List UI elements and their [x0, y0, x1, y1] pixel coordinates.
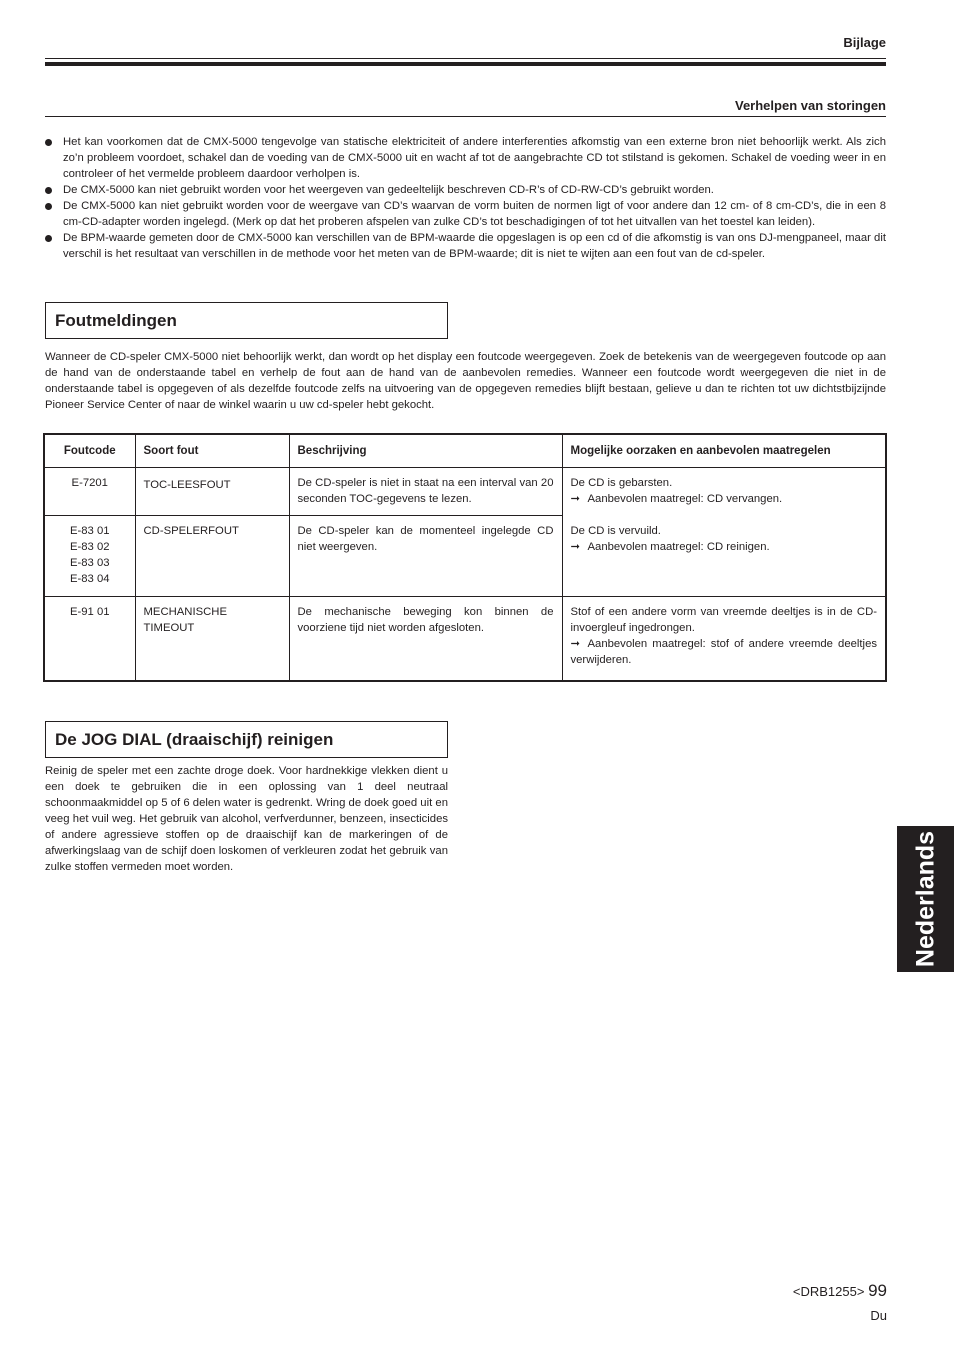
table-header-row [44, 434, 886, 467]
bullet-icon [45, 235, 52, 242]
cell-beschrijving: De CD-speler is niet in staat na een interval van 20 seconden TOC-gegevens te lezen. [289, 467, 562, 515]
section-label: Verhelpen van storingen [735, 98, 886, 113]
jog-dial-text: Reinig de speler met een zachte droge doek. Voor hardnekkige vlekken dient u een doek te gebruiken die in een oplossing van 1 deel neutraal schoonmaakmiddel op 5 of 6 delen water is gedrenkt. Wring de doek goed uit en veeg het vuil weg. Het gebruik van alcohol, verfverdunner, benzeen, insecticides of andere agressieve stoffen op de draaischijf kan de markeringen of de afwerkingslaag van de schijf doen loskomen of verkleuren zodat het gebruik van zulke stoffen vermeden moet worden. [45, 765, 448, 873]
language-code: Du [870, 1308, 887, 1323]
cell-foutcode: E-7201 [44, 467, 135, 515]
table-row [44, 467, 886, 515]
cell-foutcode: E-91 01 [44, 596, 135, 681]
language-tab-label: Nederlands [911, 830, 939, 968]
cell-soort-fout: CD-SPELERFOUT [135, 515, 289, 596]
error-code-table [43, 433, 887, 682]
bullet-item: Het kan voorkomen dat de CMX-5000 tengevolge van statische elektriciteit of andere interferenties afkomstig van een externe bron niet behoorlijk werkt. Als zich zo’n probleem voordoet, schakel dan de voeding van de CMX-5000 uit en wacht af tot de aangebrachte CD tot stilstand is gekomen. Schakel de voeding weer in en controleer of het vermelde probleem daardoor verholpen is. [45, 134, 886, 182]
table-row [44, 596, 886, 681]
arrow-right-icon: ➞ [570, 492, 580, 505]
cell-beschrijving: De mechanische beweging kon binnen de voorziene tijd niet worden afgesloten. [289, 596, 562, 681]
document-code: <DRB1255> [792, 1284, 865, 1299]
cell-soort-fout: MECHANISCHE TIMEOUT [135, 596, 289, 681]
cell-soort-fout: TOC-LEESFOUT [135, 467, 289, 515]
foutmeldingen-intro: Wanneer de CD-speler CMX-5000 niet behoorlijk werkt, dan wordt op het display een foutcode weergegeven. Zoek de betekenis van de weergegeven foutcode op aan de hand van de onderstaande tabel en verhelp de fout aan de hand van de aanbevolen remedies. Wanneer een foutcode wordt weergegeven die niet in de onderstaande tabel is opgegeven of als dezelfde foutcode zelfs na uitvoering van de opgegeven remedies blijft bestaan, gelieve u dan te richten tot uw dichtstbijzijnde Pioneer Service Center of naar de winkel waarin u uw cd-speler hebt gekocht. [45, 351, 886, 411]
header-rule-thin [45, 58, 886, 59]
cell-foutcode: E-83 01 E-83 02 E-83 03 E-83 04 [44, 515, 135, 596]
bullet-icon [45, 203, 52, 210]
header-foutcode: Foutcode [44, 434, 135, 467]
page-number: 99 [868, 1281, 887, 1300]
jog-dial-heading-box [45, 721, 448, 758]
header-oorzaken: Mogelijke oorzaken en aanbevolen maatregelen [562, 434, 886, 467]
bullet-item: De CMX-5000 kan niet gebruikt worden voor het weergeven van gedeeltelijk beschreven CD-R’s of CD-RW-CD’s gebruikt worden. [45, 182, 886, 198]
header-rule-thick [45, 62, 886, 66]
troubleshooting-bullets [45, 134, 886, 262]
jog-dial-heading: De JOG DIAL (draaischijf) reinigen [55, 730, 334, 749]
bullet-item: De CMX-5000 kan niet gebruikt worden voor de weergave van CD’s waarvan de vorm buiten de normen ligt of voor andere dan 12 cm- of 8 cm-CD’s, die in een 8 cm-CD-adapter worden ingelegd. (Merk op dat het proberen afspelen van zulke CD’s tot beschadigingen of tot het uitvallen van het toestel kan leiden). [45, 198, 886, 230]
cell-beschrijving: De CD-speler kan de momenteel ingelegde CD niet weergeven. [289, 515, 562, 596]
chapter-label: Bijlage [843, 35, 886, 50]
bullet-item: De BPM-waarde gemeten door de CMX-5000 kan verschillen van de BPM-waarde die opgeslagen is op een cd of die afkomstig is van ons DJ-mengpaneel, maar dit verschil is het resultaat van verschillen in de methode voor het meten van de BPM-waarde; dit is niet te wijten aan een fout van de cd-speler. [45, 230, 886, 262]
cell-oorzaken: Stof of een andere vorm van vreemde deeltjes is in de CD-invoergleuf ingedrongen. ➞ Aanbevolen maatregel: stof of andere vreemde deeltjes verwijderen. [562, 596, 886, 681]
header-soort-fout: Soort fout [135, 434, 289, 467]
cell-oorzaken: De CD is gebarsten. ➞ Aanbevolen maatregel: CD vervangen. De CD is vervuild. ➞ Aanbevolen maatregel: CD reinigen. [562, 467, 886, 596]
foutmeldingen-heading-box [45, 302, 448, 339]
language-tab [897, 826, 954, 972]
page-footer [793, 1282, 887, 1325]
arrow-right-icon: ➞ [570, 540, 580, 553]
header-beschrijving: Beschrijving [289, 434, 562, 467]
bullet-icon [45, 139, 52, 146]
section-rule [45, 116, 886, 117]
bullet-icon [45, 187, 52, 194]
arrow-right-icon: ➞ [570, 637, 580, 650]
foutmeldingen-heading: Foutmeldingen [55, 311, 177, 330]
